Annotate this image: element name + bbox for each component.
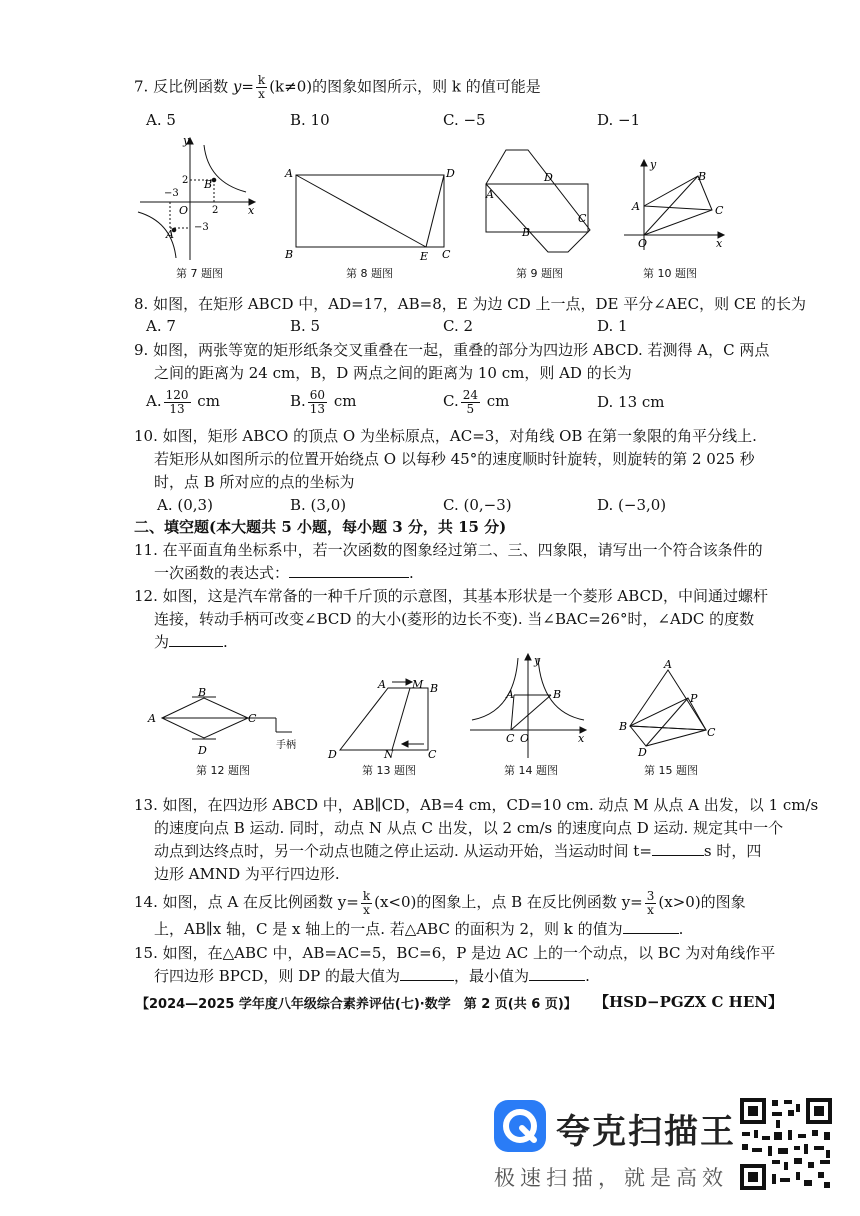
- fig12-a-label: A: [148, 712, 156, 725]
- q10-line2: 若矩形从如图所示的位置开始绕点 O 以每秒 45°的速度顺时针旋转，则旋转的第 2 025 秒: [154, 450, 755, 468]
- fig12-d-label: D: [198, 744, 207, 757]
- fig15-caption: 第 15 题图: [644, 764, 698, 777]
- q14-frac1: [361, 890, 372, 917]
- fig13-a-label: A: [378, 678, 386, 691]
- q14-line2-end: .: [678, 920, 684, 938]
- q8-stem: 8. 如图，在矩形 ABCD 中，AD=17，AB=8，E 为边 CD 上一点，DE 平分∠AEC，则 CE 的长为: [134, 295, 807, 313]
- fig9-d-label: D: [544, 171, 553, 184]
- fig14-caption: 第 14 题图: [504, 764, 558, 777]
- fig10-y-label: y: [650, 158, 657, 171]
- q15-end: .: [585, 967, 590, 985]
- fig7-tick-2y: 2: [182, 175, 189, 186]
- q12-line2: 连接，转动手柄可改变∠BCD 的大小(菱形的边长不变). 当∠BAC=26°时，∠ADC 的度数: [154, 610, 755, 628]
- q15-min-blank[interactable]: [529, 966, 585, 981]
- q13-line4: 边形 AMND 为平行四边形.: [154, 865, 340, 883]
- fig10-a-label: A: [632, 200, 640, 213]
- q15-mid: ，最小值为: [454, 967, 530, 985]
- q12-answer-blank[interactable]: [169, 632, 223, 647]
- fig7-y-label: y: [183, 134, 190, 147]
- q14-frac1-den: x: [363, 902, 370, 917]
- fig10-x-label: x: [716, 237, 723, 250]
- q10-option-c: C. (0,−3): [443, 496, 512, 514]
- q13-line2: 的速度向点 B 运动. 同时，动点 N 从点 C 出发，以 2 cm/s 的速度向点 D 运动. 规定其中一个: [154, 819, 784, 837]
- q9-opt-b-unit: cm: [333, 392, 357, 410]
- scanner-slogan: 极速扫描，就是高效: [494, 1166, 728, 1190]
- q7-option-c: C. −5: [443, 111, 486, 129]
- q9-opt-a-den: 13: [169, 401, 185, 416]
- q9-opt-b-frac: [308, 389, 327, 416]
- fig12-handle-label: 手柄: [276, 740, 296, 751]
- fig13-b-label: B: [430, 682, 439, 695]
- fig7-b-label: B: [204, 178, 213, 191]
- fig7-tick-neg3x: −3: [164, 188, 179, 199]
- fig7-caption: 第 7 题图: [176, 267, 223, 280]
- fig10-o-label: O: [638, 237, 648, 250]
- page-footer-left: 【2024—2025 学年度八年级综合素养评估(七)·数学 第 2 页(共 6 页)】: [136, 997, 577, 1012]
- q14-part2: (x<0)的图象上，点 B 在反比例函数 y=: [374, 893, 643, 911]
- q9-opt-c-unit: cm: [486, 392, 510, 410]
- fig7-a-label: A: [166, 228, 174, 241]
- fig8-caption: 第 8 题图: [346, 267, 393, 280]
- fig14-c-label: C: [506, 732, 515, 745]
- fig7-hyperbola: [138, 138, 255, 260]
- fig8-d-label: D: [446, 167, 455, 180]
- q7-stem-b: (k≠0)的图象如图所示，则 k 的值可能是: [269, 77, 541, 96]
- figures-row2: [140, 650, 730, 762]
- q10-option-d: D. (−3,0): [597, 496, 667, 514]
- fig15-d-label: D: [638, 746, 647, 759]
- fig15-p-label: P: [690, 692, 698, 705]
- q13-line1: 13. 如图，在四边形 ABCD 中，AB∥CD，AB=4 cm，CD=10 cm. 动点 M 从点 A 出发，以 1 cm/s: [134, 796, 819, 814]
- fig7-tick-2x: 2: [212, 205, 219, 216]
- fig12-c-label: C: [248, 712, 257, 725]
- fig10-c-label: C: [715, 204, 724, 217]
- q7-y-eq: y=: [232, 77, 254, 96]
- fig13-caption: 第 13 题图: [362, 764, 416, 777]
- q9-opt-c-frac: [461, 389, 480, 416]
- fig15-b-label: B: [619, 720, 628, 733]
- q7-stem-a: 7. 反比例函数: [134, 77, 233, 96]
- quark-logo-icon: [492, 1098, 548, 1154]
- q9-line2: 之间的距离为 24 cm，B，D 两点之间的距离为 10 cm，则 AD 的长为: [154, 364, 632, 382]
- fig8-b-label: B: [285, 248, 294, 261]
- fig12-b-label: B: [198, 686, 207, 699]
- q12-line3-text: 为: [154, 633, 170, 651]
- q9-opt-a-unit: cm: [197, 392, 220, 410]
- q7-option-d: D. −1: [597, 111, 641, 129]
- q9-opt-c-den: 5: [466, 401, 475, 416]
- fig15-c-label: C: [707, 726, 716, 739]
- fig13-c-label: C: [428, 748, 437, 761]
- q13-line3: [154, 841, 761, 861]
- fig9-c-label: C: [578, 212, 587, 225]
- q11-line2: [154, 563, 414, 583]
- fig8-a-label: A: [285, 167, 293, 180]
- q14-line2: [154, 919, 683, 939]
- q9-option-b: [290, 386, 356, 416]
- scanner-brand-name: 夸克扫描王: [556, 1112, 736, 1152]
- q14-frac2-num: 3: [646, 888, 655, 903]
- q12-end: .: [223, 633, 228, 651]
- q9-option-a: [146, 386, 220, 416]
- fig8-e-label: E: [420, 250, 429, 263]
- q12-line1: 12. 如图，这是汽车常备的一种千斤顶的示意图，其基本形状是一个菱形 ABCD，中间通过螺杆: [134, 587, 769, 605]
- fig15-triangle: [630, 670, 706, 746]
- qr-code-icon: [738, 1096, 834, 1192]
- fig15-a-label: A: [664, 658, 672, 671]
- q11-line2-text: 一次函数的表达式：: [154, 564, 290, 582]
- q10-line1: 10. 如图，矩形 ABCO 的顶点 O 为坐标原点，AC=3，对角线 OB 在第一象限的角平分线上.: [134, 427, 757, 445]
- q10-line3: 时，点 B 所对应的点的坐标为: [154, 473, 355, 491]
- q9-opt-c-label: C.: [443, 392, 459, 410]
- fig14-x-label: x: [578, 732, 585, 745]
- q15-line1: 15. 如图，在△ABC 中，AB=AC=5，BC=6，P 是边 AC 上的一个动点，以 BC 为对角线作平: [134, 944, 776, 962]
- fig12-rhombus: [162, 697, 292, 739]
- q14-line2-text: 上，AB∥x 轴，C 是 x 轴上的一点. 若△ABC 的面积为 2，则 k 的值为: [154, 920, 623, 938]
- q11-line1: 11. 在平面直角坐标系中，若一次函数的图象经过第二、三、四象限，请写出一个符合该条件的: [134, 541, 763, 559]
- fig13-n-label: N: [384, 748, 394, 761]
- section2-title: 二、填空题(本大题共 5 小题，每小题 3 分，共 15 分): [134, 518, 507, 536]
- q10-option-a: A. (0,3): [157, 496, 213, 514]
- fig10-caption: 第 10 题图: [643, 267, 697, 280]
- fig7-o-label: O: [179, 204, 189, 217]
- q14-answer-blank[interactable]: [623, 919, 679, 934]
- q14-line1: [134, 888, 746, 917]
- page-footer-right: 【HSD−PGZX C HEN】: [594, 993, 783, 1011]
- q12-line3: [154, 632, 228, 652]
- q15-line2-text: 行四边形 BPCD，则 DP 的最大值为: [154, 967, 401, 985]
- q8-option-c: C. 2: [443, 317, 474, 335]
- q8-option-b: B. 5: [290, 317, 321, 335]
- q14-frac2: [645, 890, 657, 917]
- q11-end: .: [409, 564, 414, 582]
- q9-opt-b-label: B.: [290, 392, 306, 410]
- fig7-x-label: x: [248, 204, 255, 217]
- q13-line3-text: 动点到达终点时，另一个动点也随之停止运动. 从运动开始，当运动时间 t=: [154, 842, 652, 860]
- q9-opt-a-num: 120: [165, 387, 189, 402]
- q7-option-a: A. 5: [146, 111, 176, 129]
- q7-option-b: B. 10: [290, 111, 330, 129]
- q10-option-b: B. (3,0): [290, 496, 347, 514]
- q7-stem: [134, 74, 541, 101]
- fig7-tick-neg3y: −3: [194, 222, 209, 233]
- fig9-b-label: B: [522, 226, 531, 239]
- q9-opt-b-den: 13: [309, 401, 326, 416]
- q9-opt-a-frac: [164, 389, 191, 416]
- q14-frac1-num: k: [362, 888, 371, 903]
- fig9-strips: [486, 150, 590, 252]
- q14-frac2-den: x: [647, 902, 654, 917]
- q9-opt-c-num: 24: [462, 387, 478, 402]
- fig14-b-label: B: [553, 688, 562, 701]
- fig13-m-label: M: [412, 678, 424, 691]
- fig8-rectangle: [296, 175, 444, 247]
- q8-option-a: A. 7: [146, 317, 176, 335]
- fig9-a-label: A: [486, 188, 494, 201]
- q15-max-blank[interactable]: [400, 966, 454, 981]
- fig14-a-label: A: [506, 688, 514, 701]
- q11-answer-blank[interactable]: [289, 563, 409, 578]
- fig13-d-label: D: [328, 748, 337, 761]
- q7-frac-num: k: [257, 73, 266, 87]
- q9-option-d: D. 13 cm: [597, 393, 665, 411]
- fig14-o-label: O: [520, 732, 530, 745]
- fig14-y-label: y: [534, 654, 541, 667]
- q7-fraction: [256, 74, 267, 101]
- q14-part1: 14. 如图，点 A 在反比例函数 y=: [134, 893, 359, 911]
- q8-option-d: D. 1: [597, 317, 628, 335]
- q15-line2: [154, 966, 590, 986]
- fig12-caption: 第 12 题图: [196, 764, 250, 777]
- q9-line1: 9. 如图，两张等宽的矩形纸条交叉重叠在一起，重叠的部分为四边形 ABCD. 若测得 A，C 两点: [134, 341, 770, 359]
- q9-opt-a-label: A.: [146, 392, 162, 410]
- q9-opt-b-num: 60: [309, 387, 326, 402]
- fig10-b-label: B: [698, 170, 707, 183]
- q14-part3: (x>0)的图象: [658, 893, 746, 911]
- figures-row1: [130, 130, 730, 265]
- q13-answer-blank[interactable]: [652, 841, 704, 856]
- q9-option-c: [443, 386, 509, 416]
- q7-frac-den: x: [258, 87, 265, 101]
- q13-line3-end: s 时，四: [703, 842, 762, 860]
- fig9-caption: 第 9 题图: [516, 267, 563, 280]
- fig8-c-label: C: [442, 248, 451, 261]
